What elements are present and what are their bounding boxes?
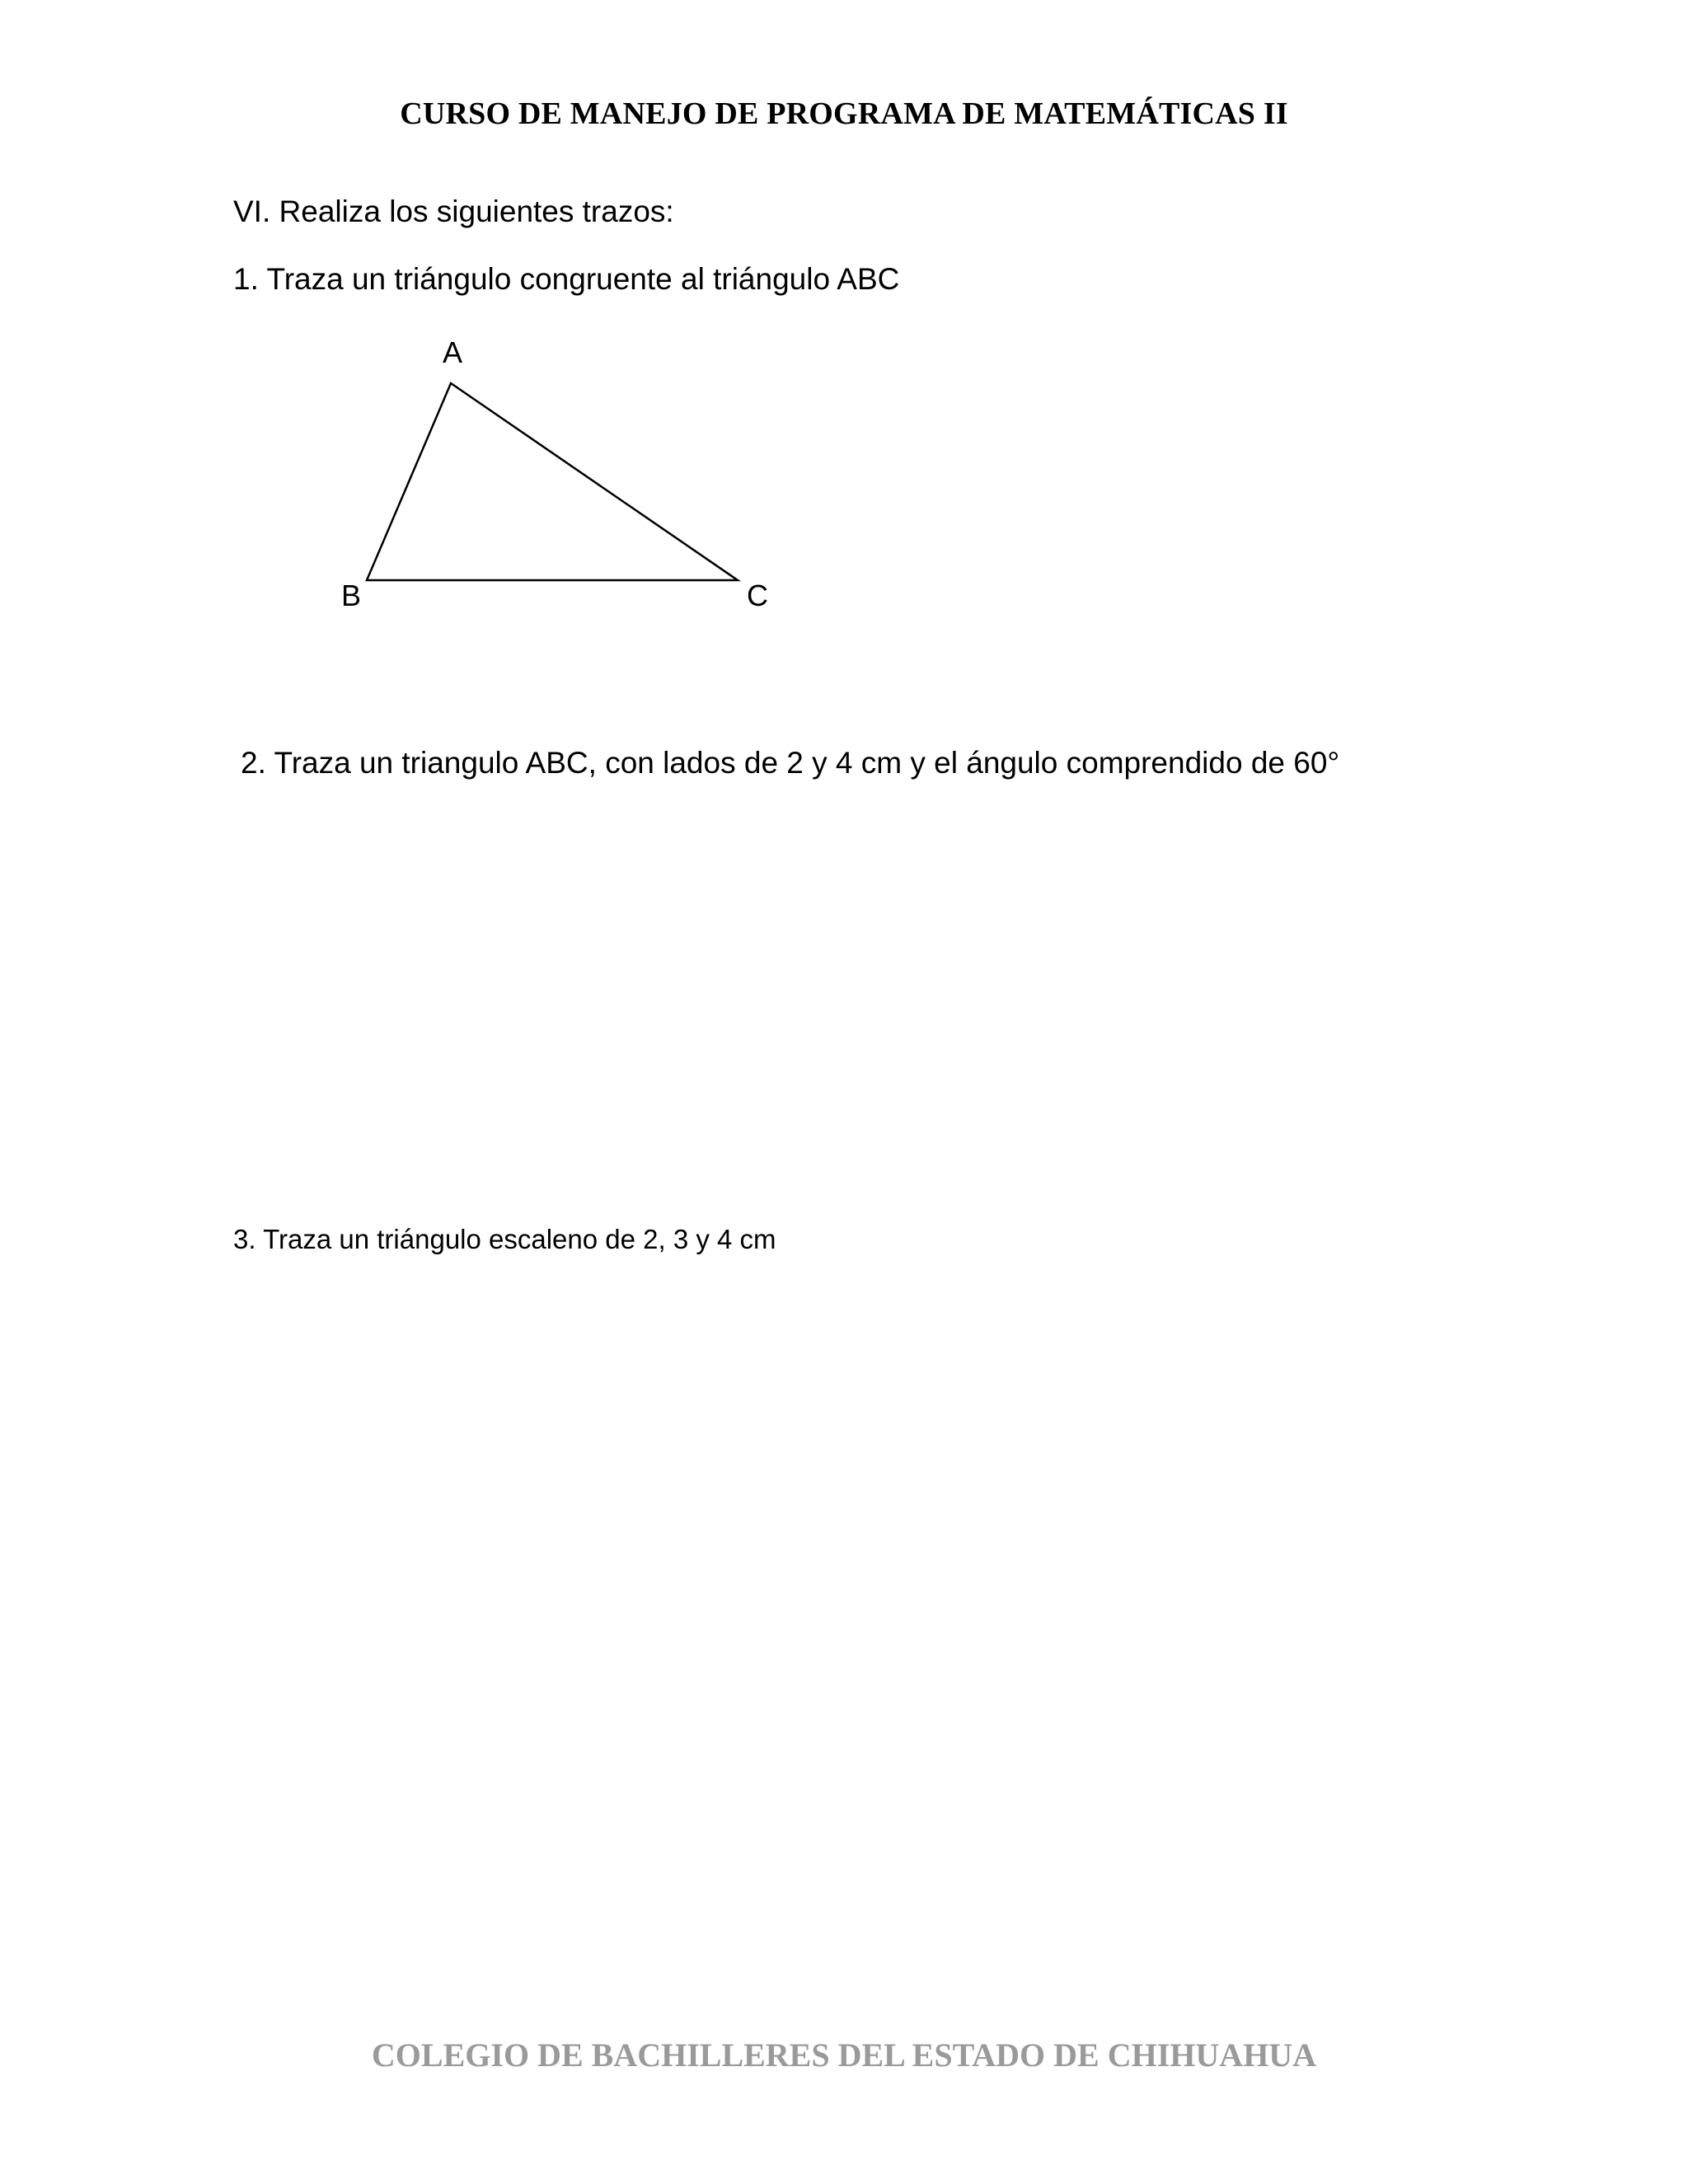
triangle-abc-shape [367, 383, 738, 580]
exercise-1-text: 1. Traza un triángulo congruente al triángulo ABC [233, 262, 900, 296]
page-footer: COLEGIO DE BACHILLERES DEL ESTADO DE CHIHUAHUA [371, 2036, 1317, 2074]
instruction-heading: VI. Realiza los siguientes trazos: [233, 194, 674, 228]
vertex-label-c: C [747, 579, 768, 612]
triangle-abc-figure [0, 0, 1688, 659]
vertex-label-a: A [443, 335, 463, 369]
page-title: CURSO DE MANEJO DE PROGRAMA DE MATEMÁTICAS II [400, 96, 1288, 131]
vertex-label-b: B [341, 579, 362, 612]
exercise-2-text: 2. Traza un triangulo ABC, con lados de 2 y 4 cm y el ángulo comprendido de 60° [241, 746, 1340, 780]
exercise-3-text: 3. Traza un triángulo escaleno de 2, 3 y 4 cm [233, 1224, 776, 1254]
